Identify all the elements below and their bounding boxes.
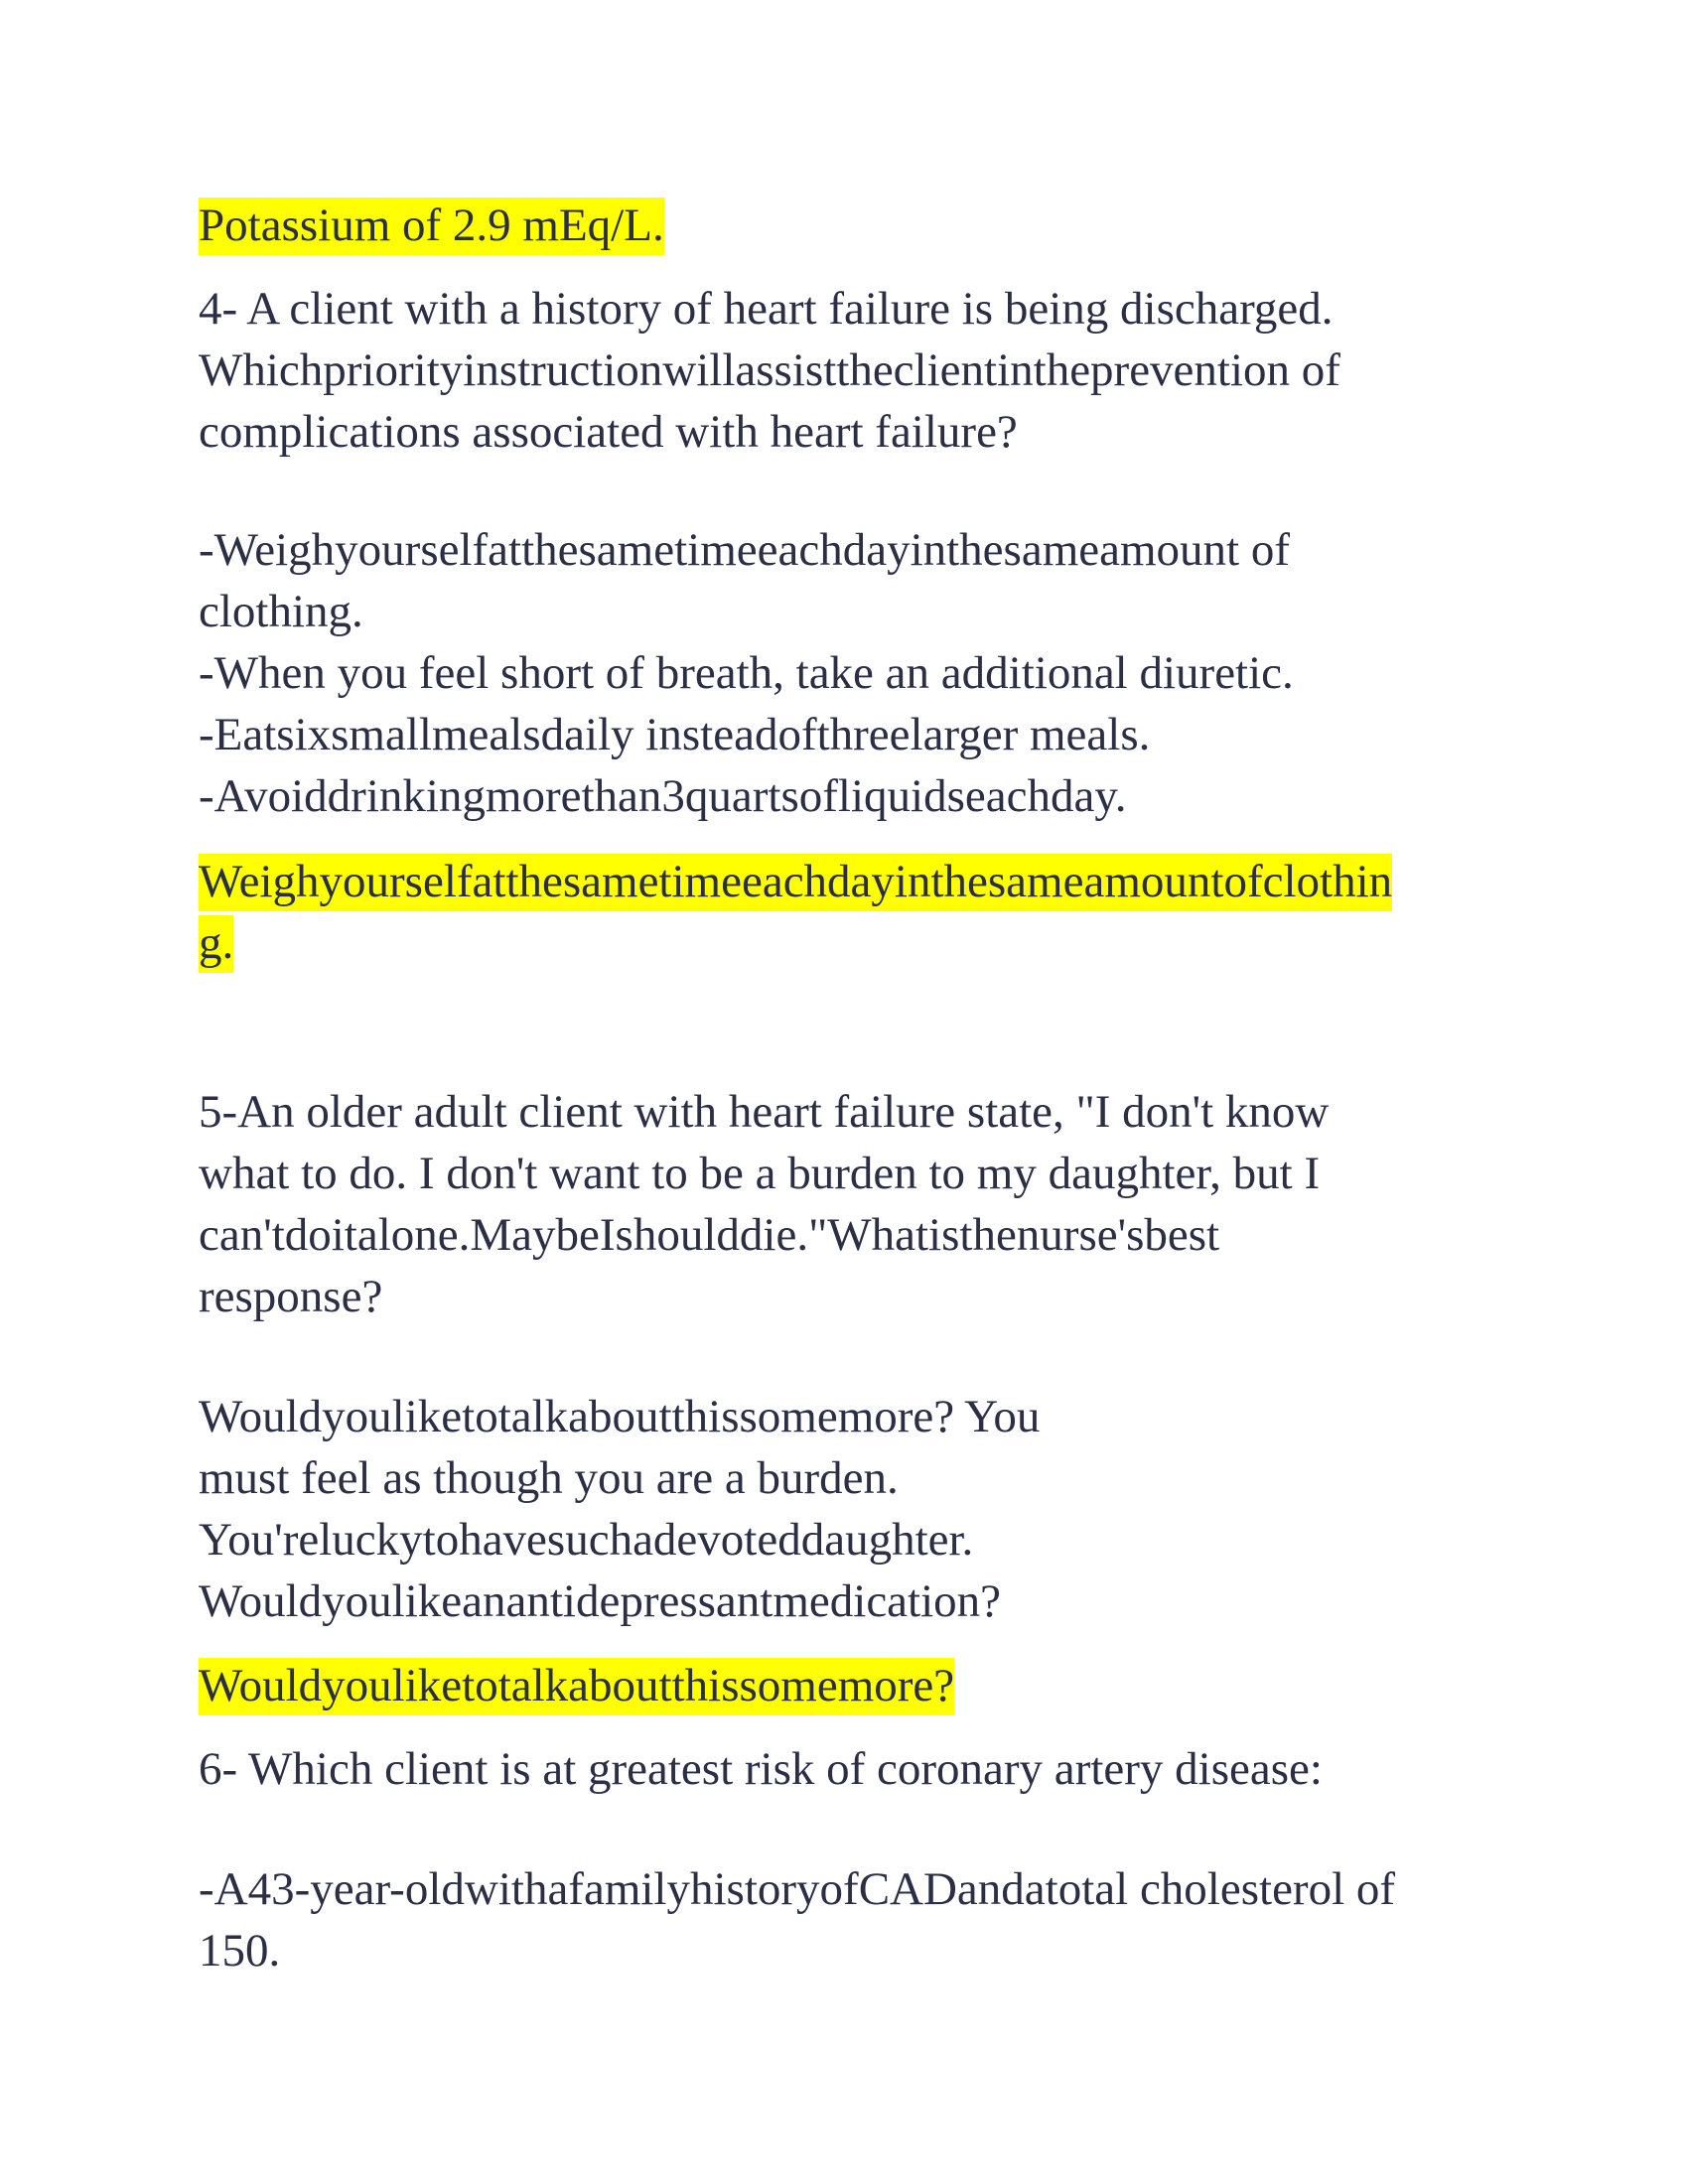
q5-option-line: You'reluckytohavesuchadevoteddaughter.: [199, 1514, 974, 1566]
q4-option-line: -Eatsixsmallmealsdaily insteadofthreelarger meals.: [199, 709, 1151, 760]
q6-question: 6- Which client is at greatest risk of coronary artery disease:: [199, 1743, 1323, 1795]
q5-question-line-4: response?: [199, 1271, 383, 1322]
q6-option-line: 150.: [199, 1925, 281, 1977]
q5-question-line-1: 5-An older adult client with heart failure state, "I don't know: [199, 1086, 1330, 1138]
q5-option-line: must feel as though you are a burden.: [199, 1452, 899, 1504]
q5-answer-line: [199, 1656, 954, 1715]
q5-question-line-2: what to do. I don't want to be a burden to my daughter, but I: [199, 1148, 1321, 1199]
q3-answer-highlight: Potassium of 2.9 mEq/L.: [199, 198, 664, 255]
q4-option-line: -Weighyourselfatthesametimeeachdayinthesameamount of: [199, 524, 1290, 576]
q4-answer-line-1: [199, 852, 1392, 911]
q6-option-line: -A43-year-oldwithafamilyhistoryofCADandatotal cholesterol of: [199, 1863, 1396, 1915]
q4-option-line: -Avoiddrinkingmorethan3quartsofliquidseachday.: [199, 770, 1127, 822]
q5-question-line-3: can'tdoitalone.MaybeIshoulddie."Whatisthenurse'sbest: [199, 1209, 1220, 1261]
q5-option-line: Wouldyouliketotalkaboutthissomemore? You: [199, 1391, 1041, 1442]
q5-option-line: Wouldyoulikeanantidepressantmedication?: [199, 1575, 1002, 1627]
q4-answer-highlight: Weighyourselfatthesametimeeachdayinthesameamountofclothin: [199, 854, 1392, 911]
q4-question-line-1: 4- A client with a history of heart failure is being discharged.: [199, 283, 1334, 335]
q4-option-line: clothing.: [199, 586, 363, 637]
q4-answer-highlight: g.: [199, 915, 233, 973]
q4-question-line-3: complications associated with heart failure?: [199, 406, 1018, 458]
q3-answer-line: [199, 196, 664, 255]
q4-question-line-2: Whichpriorityinstructionwillassisttheclientintheprevention of: [199, 344, 1340, 396]
q5-answer-highlight: Wouldyouliketotalkaboutthissomemore?: [199, 1658, 954, 1715]
q4-option-line: -When you feel short of breath, take an additional diuretic.: [199, 647, 1294, 699]
q4-answer-line-2: [199, 913, 233, 973]
